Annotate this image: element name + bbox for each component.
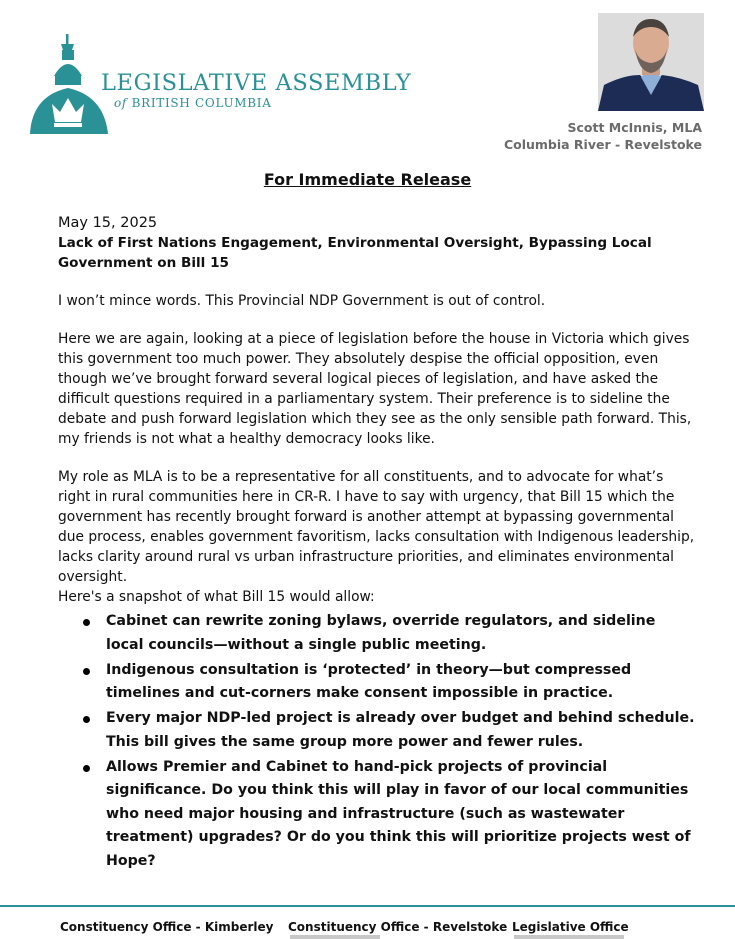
footer-address-cutoff [514,935,624,939]
bill-15-bullet-list [58,610,696,873]
bullet-text: Every major NDP-led project is already over budget and behind schedule. This bill gives the same group more power and fewer rules. [106,710,695,750]
assembly-title: LEGISLATIVE ASSEMBLY [101,70,412,96]
bullet-dot-icon [83,619,90,626]
bullet-dot-icon [83,765,90,772]
assembly-logo [28,34,428,134]
body-paragraph: I won’t mince words. This Provincial NDP Government is out of control. [58,293,546,309]
bullet-text: Allows Premier and Cabinet to hand-pick projects of provincial significance. Do you think this will play in favor of our local communities who need major housing and infrastructure (such as wastewater treatment) upgrades? Or do you think this will prioritize projects west of Hope? [106,758,691,869]
release-headline: Lack of First Nations Engagement, Environmental Oversight, Bypassing Local Government on Bill 15 [58,235,652,271]
footer-office-revelstoke: Constituency Office - Revelstoke [288,920,508,934]
footer-address-cutoff [290,935,380,939]
bullet-dot-icon [83,668,90,675]
footer-divider [0,905,735,907]
release-body [58,213,696,875]
mla-portrait [598,13,704,111]
release-date: May 15, 2025 [58,215,158,231]
body-paragraph: My role as MLA is to be a representative for all constituents, and to advocate for what’s right in rural communities here in CR-R. I have to say with urgency, that Bill 15 which the government has recently brought forward is another attempt at bypassing governmental due process, enables government favoritism, lacks consultation with Indigenous leadership, lacks clarity around rural vs urban infrastructure priorities, and eliminates environmental oversight. [58,469,695,585]
assembly-subtitle-text: BRITISH COLUMBIA [131,96,272,110]
snapshot-intro: Here's a snapshot of what Bill 15 would allow: [58,589,375,605]
bullet-item [58,707,696,754]
mla-name: Scott McInnis, MLA [567,120,702,135]
bullet-dot-icon [83,716,90,723]
bullet-item [58,610,696,657]
bullet-item [58,756,696,874]
mla-credentials [504,120,702,153]
footer-office-kimberley: Constituency Office - Kimberley [60,920,274,934]
bullet-item [58,659,696,706]
body-paragraph: Here we are again, looking at a piece of legislation before the house in Victoria which gives this government too much power. They absolutely despise the official opposition, even though we’ve brought forward several logical pieces of legislation, and have asked the difficult questions required in a parliamentary system. Their preference is to sideline the debate and push forward legislation which they see as the only sensible path forward. This, my friends is not what a healthy democracy looks like. [58,331,692,447]
portrait-image [598,13,704,111]
mla-riding: Columbia River - Revelstoke [503,136,702,152]
footer-legislative-office: Legislative Office [512,920,629,934]
parliament-dome-icon [28,34,112,134]
assembly-subtitle [114,96,272,110]
release-heading: For Immediate Release [263,170,472,189]
bullet-text: Indigenous consultation is ‘protected’ in theory—but compressed timelines and cut-corners make consent impossible in practice. [106,661,632,701]
bullet-text: Cabinet can rewrite zoning bylaws, override regulators, and sideline local councils—without a single public meeting. [106,613,656,653]
assembly-subtitle-prefix: of [114,96,128,110]
